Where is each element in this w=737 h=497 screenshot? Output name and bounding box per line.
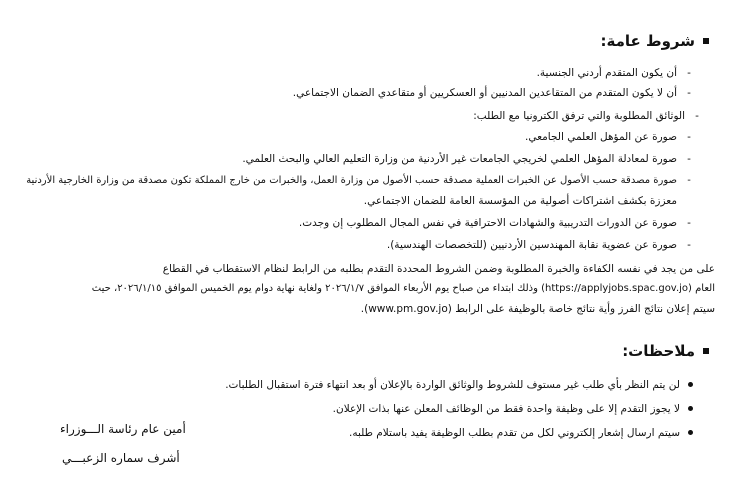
note-item: [225, 378, 693, 392]
document-text: صورة لمعادلة المؤهل العلمي لخريجي الجامعات غير الأردنية من وزارة التعليم العالي والبحث العلمي.: [242, 153, 677, 165]
note-text: لا يجوز التقدم إلا على وظيفة واحدة فقط من الوظائف المعلن عنها بذات الإعلان.: [332, 403, 680, 415]
document-item: [525, 130, 693, 144]
dash-icon: -: [687, 87, 691, 99]
dash-icon: -: [687, 153, 691, 165]
documents-intro: [473, 109, 701, 123]
bullet-icon: [688, 430, 693, 435]
note-text: لن يتم النظر بأي طلب غير مستوف للشروط والوثائق الواردة بالإعلان أو بعد انتهاء فترة استقبال الطلبات.: [225, 379, 680, 391]
document-text: صورة مصدقة حسب الأصول عن الخبرات العملية مصدقة حسب الأصول من وزارة العمل، والخبرات من خارج المملكة تكون مصدقة من وزارة الخارجية الأردنية: [26, 175, 677, 186]
dash-icon: -: [687, 175, 691, 186]
bullet-icon: [688, 406, 693, 411]
note-item: [333, 402, 693, 416]
dash-icon: -: [687, 67, 691, 79]
note-text: سيتم ارسال إشعار إلكتروني لكل من تقدم بطلب الوظيفة يفيد باستلام طلبه.: [348, 427, 680, 439]
signature-name: أشرف سماره الزعبـــي: [62, 451, 180, 465]
general-conditions-heading: [601, 32, 709, 50]
note-item: [349, 426, 693, 440]
application-paragraph-line: العام (https://applyjobs.spac.gov.jo) وذلك ابتداء من صباح يوم الأربعاء الموافق ٢٠٢٦/١/٧ ولغاية نهاية دوام يوم الخميس الموافق ٢٠٢٦/١/١٥، حيث: [91, 283, 715, 294]
document-item: [26, 174, 693, 188]
condition-text: أن يكون المتقدم أردني الجنسية.: [536, 67, 677, 79]
notes-title: ملاحظات:: [622, 342, 695, 360]
signature-title: أمين عام رئاسة الـــوزراء: [60, 422, 186, 436]
application-paragraph-line: على من يجد في نفسه الكفاءة والخبرة المطلوبة وضمن الشروط المحددة التقدم بطلبه من الرابط لنظام الاستقطاب في القطاع: [162, 263, 715, 275]
bullet-icon: [688, 382, 693, 387]
document-text-continuation: معززة بكشف اشتراكات أصولية من المؤسسة العامة للضمان الاجتماعي.: [363, 195, 677, 207]
dash-icon: -: [687, 239, 691, 251]
document-text: صورة عن المؤهل العلمي الجامعي.: [525, 131, 677, 143]
document-text: صورة عن عضوية نقابة المهندسين الأردنيين (للتخصصات الهندسية).: [386, 239, 677, 251]
documents-intro-text: الوثائق المطلوبة والتي ترفق الكترونيا مع الطلب:: [473, 110, 685, 122]
general-conditions-title: شروط عامة:: [600, 32, 695, 50]
document-item: [242, 152, 693, 166]
document-text: صورة عن الدورات التدريبية والشهادات الاحترافية في نفس المجال المطلوب إن وجدت.: [298, 217, 677, 229]
dash-icon: -: [687, 217, 691, 229]
square-bullet-icon: [703, 38, 709, 44]
condition-item: [293, 86, 693, 100]
dash-icon: -: [695, 110, 699, 122]
document-item: [387, 238, 693, 252]
notes-heading: [622, 342, 709, 360]
square-bullet-icon: [703, 348, 709, 354]
condition-text: أن لا يكون المتقدم من المتقاعدين المدنيين أو العسكريين أو متقاعدي الضمان الاجتماعي.: [292, 87, 677, 99]
document-item: [299, 216, 693, 230]
dash-icon: -: [687, 131, 691, 143]
application-paragraph-line: سيتم إعلان نتائج الفرز وأية نتائج خاصة بالوظيفة على الرابط (www.pm.gov.jo).: [360, 303, 715, 315]
condition-item: [537, 66, 693, 80]
